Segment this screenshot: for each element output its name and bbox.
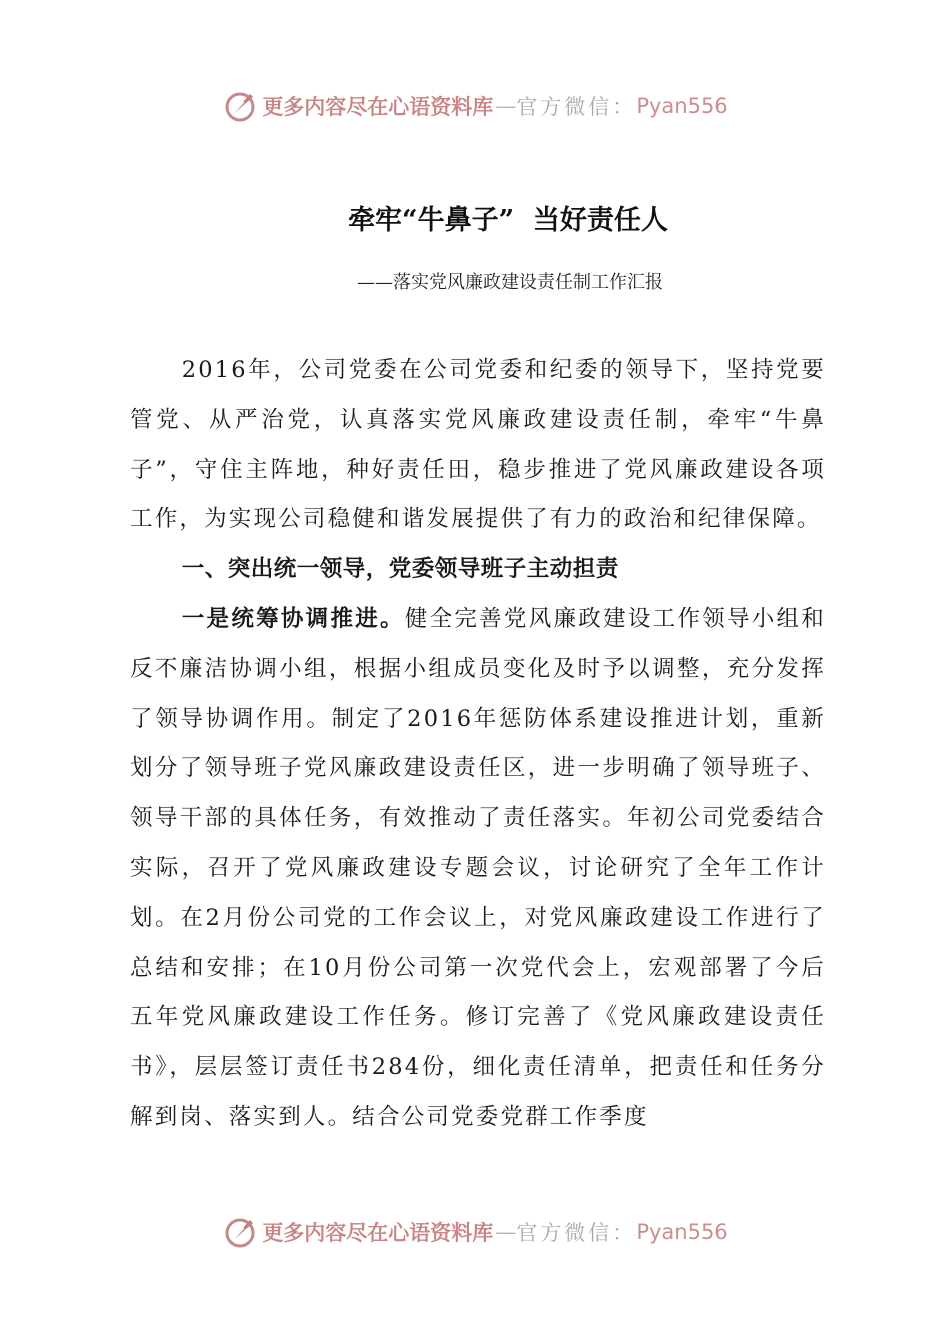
quill-logo-icon — [222, 1214, 258, 1250]
paragraph-text: 健全完善党风廉政建设工作领导小组和反不廉洁协调小组，根据小组成员变化及时予以调整，充分发挥了领导协调作用。制定了2016年惩防体系建设推进计划，重新划分了领导班子党风廉政建设责任区，进一步明确了领导班子、领导干部的具体任务，有效推动了责任落实。年初公司党委结合实际，召开了党风廉政建设专题会议，讨论研究了全年工作计划。在2月份公司党的工作会议上，对党风廉政建设工作进行了总结和安排；在10月份公司第一次党代会上，宏观部署了今后五年党风廉政建设工作任务。修订完善了《党风廉政建设责任书》，层层签订责任书284份，细化责任清单，把责任和任务分解到岗、落实到人。结合公司党委党群工作季度 — [130, 605, 826, 1130]
paragraph-coordination — [130, 595, 826, 1143]
watermark-banner-bottom — [0, 1210, 950, 1254]
watermark-dash: — — [495, 1220, 517, 1244]
document-body — [130, 346, 826, 1143]
quill-logo-icon — [222, 88, 258, 124]
watermark-account: Pyan556 — [636, 94, 728, 118]
watermark-brand: 更多内容尽在心语资料库 — [262, 1220, 494, 1245]
document-title: 牵牢“牛鼻子” 当好责任人 — [348, 205, 668, 236]
section-heading: 一、突出统一领导，党委领导班子主动担责 — [181, 556, 619, 583]
paragraph-lead: 一是统筹协调推进。 — [181, 605, 405, 632]
document-subtitle: ——落实党风廉政建设责任制工作汇报 — [357, 272, 663, 293]
watermark-banner-top — [0, 84, 950, 128]
watermark-wechat-label: 官方微信： — [516, 95, 637, 119]
watermark-dash: — — [495, 94, 517, 118]
paragraph-intro: 2016年，公司党委在公司党委和纪委的领导下，坚持党要管党、从严治党，认真落实党风廉政建设责任制，牵牢“牛鼻子”，守住主阵地，种好责任田，稳步推进了党风廉政建设各项工作，为实现公司稳健和谐发展提供了有力的政治和纪律保障。 — [130, 357, 826, 533]
watermark-wechat-label: 官方微信： — [516, 1221, 637, 1245]
watermark-brand: 更多内容尽在心语资料库 — [262, 94, 494, 119]
watermark-account: Pyan556 — [636, 1220, 728, 1244]
